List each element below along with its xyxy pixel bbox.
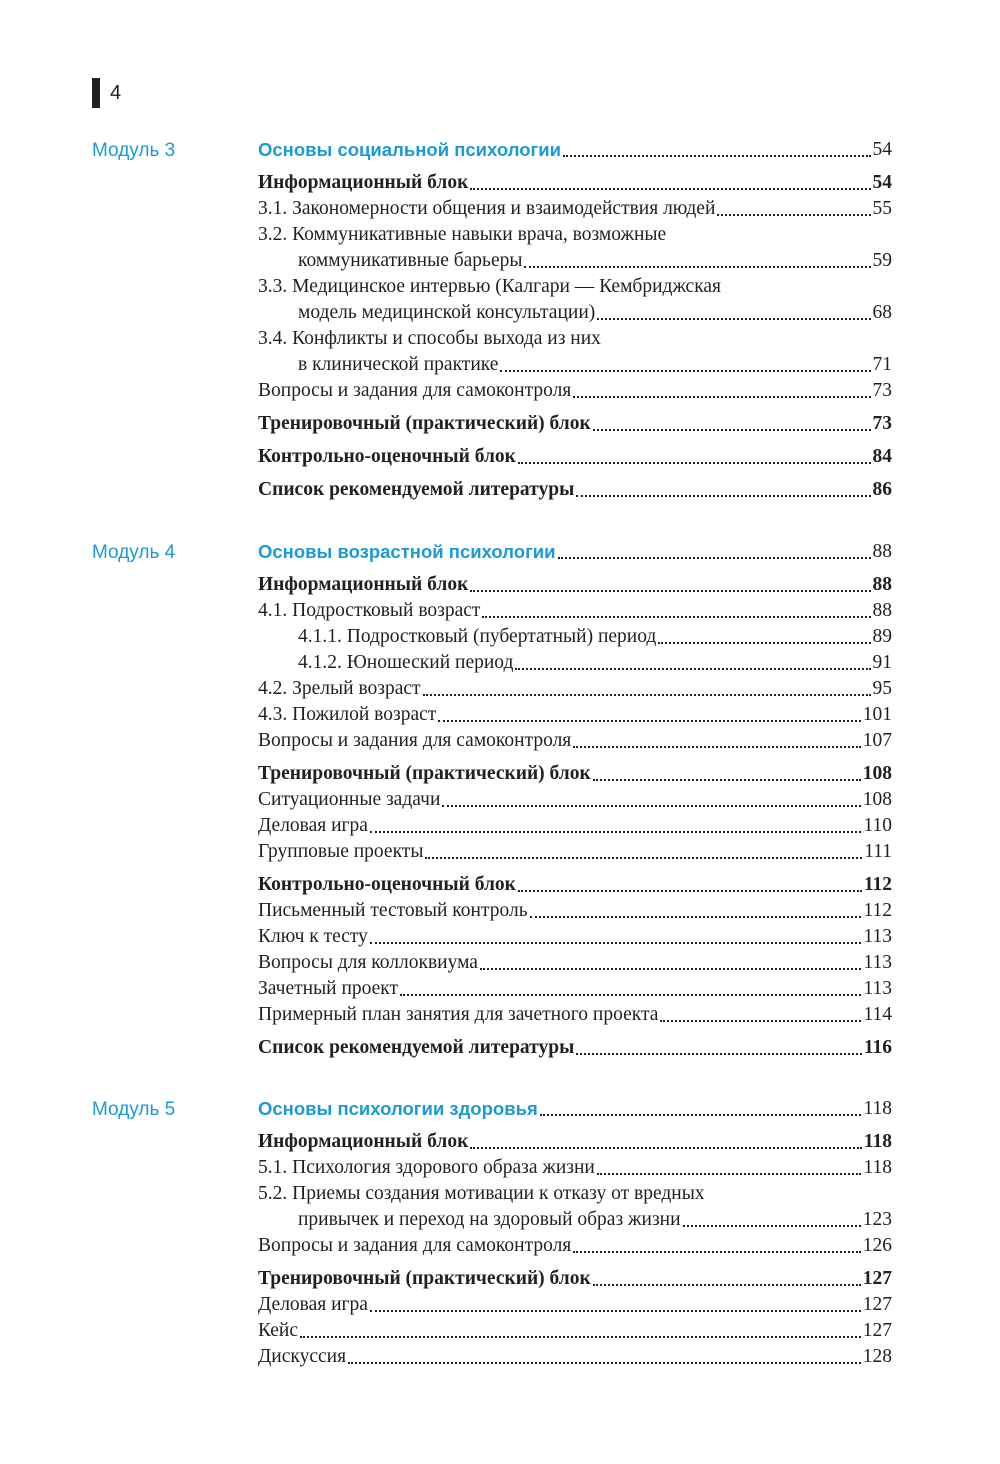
toc-entry-text: Тренировочный (практический) блок [258, 1268, 591, 1289]
toc-entry-page: 101 [862, 704, 892, 725]
toc-entry-text: Вопросы и задания для самоконтроля [258, 1235, 572, 1256]
toc-entry-case[interactable] [258, 1319, 892, 1343]
toc-entry-text: Основы возрастной психологии [258, 541, 556, 562]
toc-entry-page: 111 [864, 841, 892, 862]
toc-entry-text: Письменный тестовый контроль [258, 900, 528, 921]
page-number: 4 [110, 82, 122, 104]
toc-entry-page: 108 [862, 763, 892, 784]
toc-entry-text: 4.2. Зрелый возраст [258, 678, 421, 699]
toc-entry-text: 4.1. Подростковый возраст [258, 600, 481, 621]
toc-entry-3-2[interactable] [298, 249, 892, 273]
toc-entry-text: коммуникативные барьеры [298, 250, 523, 271]
toc-entry-text: Ситуационные задачи [258, 789, 441, 810]
toc-entry-info-block[interactable] [258, 1130, 892, 1154]
toc-entry-text: Кейс [258, 1320, 299, 1341]
toc-entry-group-projects[interactable] [258, 840, 892, 864]
toc-entry-5-1[interactable] [258, 1156, 892, 1180]
toc-entry-text: Информационный блок [258, 574, 469, 595]
toc-entry-module-3-title[interactable] [258, 138, 892, 162]
toc-entry-page: 73 [872, 413, 892, 434]
toc-entry-text: Тренировочный (практический) блок [258, 763, 591, 784]
toc-entry-4-1[interactable] [258, 599, 892, 623]
toc-entry-module-4-title[interactable] [258, 540, 892, 564]
toc-entry-3-3[interactable] [298, 301, 892, 325]
toc-entry-text: Деловая игра [258, 1294, 368, 1315]
toc-entry-page: 116 [863, 1037, 892, 1058]
toc-entry-3-3-line1[interactable]: 3.3. Медицинское интервью (Калгари — Кембриджская [258, 276, 722, 297]
toc-entry-questions[interactable] [258, 379, 892, 403]
toc-entry-page: 112 [863, 900, 892, 921]
toc-entry-literature[interactable] [258, 478, 892, 502]
toc-entry-control-block[interactable] [258, 873, 892, 897]
toc-entry-3-4[interactable] [298, 353, 892, 377]
toc-entry-questions[interactable] [258, 1234, 892, 1258]
toc-entry-page: 112 [863, 874, 892, 895]
toc-entry-page: 110 [863, 815, 892, 836]
toc-entry-page: 114 [863, 1004, 892, 1025]
toc-entry-page: 113 [863, 926, 892, 947]
toc-entry-text: 4.1.1. Подростковый (пубертатный) период [298, 626, 657, 647]
toc-entry-control-block[interactable] [258, 445, 892, 469]
toc-entry-text: Контрольно-оценочный блок [258, 874, 516, 895]
toc-entry-text: Основы психологии здоровья [258, 1098, 538, 1119]
toc-entry-page: 107 [862, 730, 892, 751]
toc-entry-training-block[interactable] [258, 1267, 892, 1291]
toc-entry-4-1-2[interactable] [298, 651, 892, 675]
toc-entry-3-4-line1[interactable]: 3.4. Конфликты и способы выхода из них [258, 328, 601, 349]
toc-entry-page: 113 [863, 952, 892, 973]
toc-entry-page: 68 [872, 302, 892, 323]
toc-entry-business-game[interactable] [258, 1293, 892, 1317]
toc-entry-text: Примерный план занятия для зачетного проекта [258, 1004, 659, 1025]
toc-entry-page: 86 [872, 479, 892, 500]
toc-entry-written-test[interactable] [258, 899, 892, 923]
toc-entry-literature[interactable] [258, 1036, 892, 1060]
toc-entry-page: 84 [872, 446, 892, 467]
toc-entry-training-block[interactable] [258, 762, 892, 786]
module-5-label: Модуль 5 [92, 1099, 176, 1120]
toc-entry-text: Контрольно-оценочный блок [258, 446, 516, 467]
toc-entry-page: 88 [872, 574, 892, 595]
toc-entry-questions[interactable] [258, 729, 892, 753]
toc-entry-page: 118 [863, 1098, 892, 1119]
toc-entry-page: 108 [862, 789, 892, 810]
toc-entry-page: 118 [863, 1131, 892, 1152]
toc-entry-text: Список рекомендуемой литературы [258, 479, 575, 500]
toc-entry-test-key[interactable] [258, 925, 892, 949]
toc-entry-text: в клинической практике [298, 354, 499, 375]
toc-entry-text: Зачетный проект [258, 978, 399, 999]
toc-entry-page: 54 [872, 139, 892, 160]
toc-entry-text: Групповые проекты [258, 841, 424, 862]
toc-entry-5-2[interactable] [298, 1208, 892, 1232]
toc-entry-text: модель медицинской консультации) [298, 302, 596, 323]
toc-entry-page: 95 [872, 678, 892, 699]
toc-entry-colloquium[interactable] [258, 951, 892, 975]
toc-entry-4-2[interactable] [258, 677, 892, 701]
toc-entry-text: Вопросы и задания для самоконтроля [258, 380, 572, 401]
toc-entry-text: Список рекомендуемой литературы [258, 1037, 575, 1058]
toc-entry-3-2-line1[interactable]: 3.2. Коммуникативные навыки врача, возможные [258, 224, 667, 245]
module-3-label: Модуль 3 [92, 140, 176, 161]
toc-entry-text: 4.3. Пожилой возраст [258, 704, 437, 725]
toc-entry-text: Деловая игра [258, 815, 368, 836]
toc-entry-text: Основы социальной психологии [258, 139, 561, 160]
toc-entry-text: Ключ к тесту [258, 926, 368, 947]
toc-entry-text: Вопросы для коллоквиума [258, 952, 478, 973]
toc-entry-page: 113 [863, 978, 892, 999]
toc-entry-text: привычек и переход на здоровый образ жизни [298, 1209, 681, 1230]
toc-entry-text: 4.1.2. Юношеский период [298, 652, 514, 673]
toc-entry-training-block[interactable] [258, 412, 892, 436]
toc-entry-info-block[interactable] [258, 573, 892, 597]
toc-entry-page: 127 [862, 1268, 892, 1289]
toc-entry-page: 89 [872, 626, 892, 647]
toc-entry-4-3[interactable] [258, 703, 892, 727]
toc-entry-page: 126 [862, 1235, 892, 1256]
toc-entry-3-1[interactable] [258, 197, 892, 221]
toc-entry-page: 91 [872, 652, 892, 673]
toc-entry-credit-project[interactable] [258, 977, 892, 1001]
toc-entry-4-1-1[interactable] [298, 625, 892, 649]
toc-entry-page: 88 [872, 541, 892, 562]
toc-entry-business-game[interactable] [258, 814, 892, 838]
toc-entry-text: 3.1. Закономерности общения и взаимодействия людей [258, 198, 716, 219]
page-marker-bar [92, 78, 100, 108]
toc-entry-page: 127 [862, 1294, 892, 1315]
toc-entry-5-2-line1[interactable]: 5.2. Приемы создания мотивации к отказу от вредных [258, 1183, 705, 1204]
toc-entry-text: 5.1. Психология здорового образа жизни [258, 1157, 595, 1178]
toc-entry-lesson-plan[interactable] [258, 1003, 892, 1027]
toc-entry-text: Информационный блок [258, 1131, 469, 1152]
toc-entry-page: 73 [872, 380, 892, 401]
toc-entry-text: Дискуссия [258, 1346, 347, 1367]
toc-entry-module-5-title[interactable] [258, 1097, 892, 1121]
toc-entry-page: 118 [863, 1157, 892, 1178]
toc-entry-page: 88 [872, 600, 892, 621]
toc-entry-page: 71 [872, 354, 892, 375]
toc-entry-page: 59 [872, 250, 892, 271]
toc-entry-text: Информационный блок [258, 172, 469, 193]
toc-entry-text: Вопросы и задания для самоконтроля [258, 730, 572, 751]
toc-entry-page: 127 [862, 1320, 892, 1341]
toc-entry-discussion[interactable] [258, 1345, 892, 1369]
module-4-label: Модуль 4 [92, 542, 176, 563]
toc-entry-page: 123 [862, 1209, 892, 1230]
toc-entry-page: 128 [862, 1346, 892, 1367]
toc-entry-info-block[interactable] [258, 171, 892, 195]
toc-entry-text: Тренировочный (практический) блок [258, 413, 591, 434]
toc-entry-page: 55 [872, 198, 892, 219]
toc-entry-page: 54 [872, 172, 892, 193]
toc-entry-situational-tasks[interactable] [258, 788, 892, 812]
